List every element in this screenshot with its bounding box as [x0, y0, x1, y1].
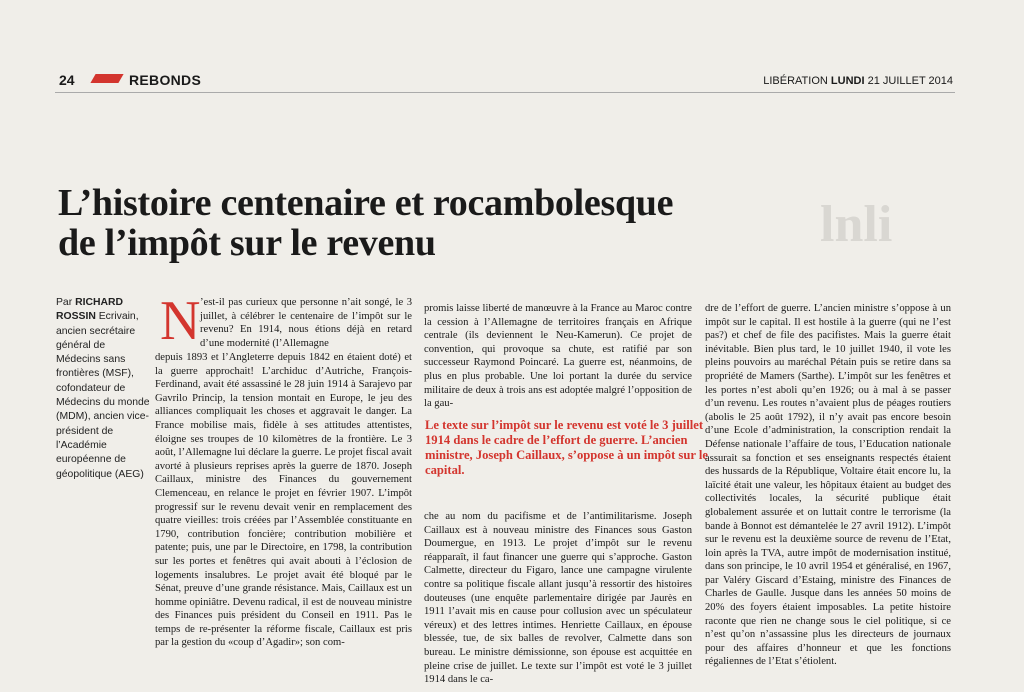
author-bio: Ecrivain, ancien secrétaire général de Médecins sans frontières (MSF), cofondateur de Médecins du monde (MDM), ancien vice-président de l’Académie européenne de géopolitique (AEG): [56, 311, 150, 480]
author-prefix: Par: [56, 297, 73, 308]
page-number: 24: [59, 72, 75, 88]
column-1-body: depuis 1893 et l’Angleterre depuis 1842 en étaient doté) et la guerre approchait! L’archiduc d’Autriche, François-Ferdinand, avait été assassiné le 28 juin 1914 à Sarajevo par Gavrilo Princip, la tension montait en Europe, le jeu des alliances compliquait les choses et aggravait le danger. La France mobilise mais, fidèle à ses attitudes attentistes, éloigne ses troupes de 10 kilomètres de la frontière. Le 3 août, l’Allemagne lui déclare la guerre. Le projet fiscal avait avorté à plusieurs reprises après la guerre de 1870. Joseph Caillaux, ministre des Finances du gouvernement Clemenceau, en relance le projet en février 1907. L’impôt progressif sur le revenu devait venir en remplacement des quatre vieilles: trois créées par l’Assemblée constituante en 1790, contribution foncière; contribution mobilière et patente; puis, une par le Directoire, en 1798, la contribution sur les portes et fenêtres qui avait abouti à l’éclosion de logements insalubres. Le projet avait été bloqué par le Sénat, preuve d’une grande résistance. Mais, Caillaux est un homme opiniâtre. Devenu radical, il est de nouveau ministre des Finances puis président du Conseil en 1911. Pas le temps de re-présenter la réforme fiscale, Caillaux est pris par la gestion du «coup d’Agadir»; son com-: [155, 352, 412, 649]
article-title: [58, 183, 838, 263]
section-logo-icon: [90, 74, 123, 83]
section-name: REBONDS: [129, 72, 202, 88]
column-2-bottom: che au nom du pacifisme et de l’antimilitarisme. Joseph Caillaux est à nouveau ministre des Finances sous Gaston Doumergue, en 1913. Le projet d’impôt sur le revenu réapparaît, il faut financer une guerre qui s’approche. Gaston Calmette, directeur du Figaro, lance une campagne virulente contre sa politique fiscale allant jusqu’à ressortir des histoires douteuses (une enquête parlementaire dirigée par Jaurès en 1911 l’avait mis en cause pour collusion avec un spéculateur véreux) et des lettres intimes. Henriette Caillaux, en épouse blessée, tue, de six balles de revolver, Calmette dans son bureau. Le ministre démissionne, son épouse est acquittée en pleine crise de juillet. Le texte sur l’impôt est voté le 3 juillet 1914 dans le ca-: [424, 511, 692, 686]
column-3: dre de l’effort de guerre. L’ancien ministre s’oppose à un impôt sur le capital. Il est hostile à la guerre (qui ne l’est pas?) et chef de file des pacifistes. Mais la guerre était inévitable. Bien plus tard, le 10 juillet 1940, il vote les pleins pouvoirs au maréchal Pétain puis se retire dans sa propriété de Mamers (Sarthe). L’impôt sur les fenêtres et les portes n’est aboli qu’en 1926; ou à mal à se passer d’un revenu. Les routes n’avaient plus de péages routiers (abolis le 25 août 1792), il n’y avait pas encore besoin d’une Ecole d’administration, la conscription rendait la Défense nationale l’affaire de tous, l’Education nationale assurait sa fonction et ses enseignants respectés étaient des hussards de la République, Voltaire était encore lu, la laïcité était une valeur, les hôpitaux étaient au budget des collectivités locales, la sécurité publique était globalement assurée et on luttait contre le terrorisme (la bande à Bonnot est démantelée le 27 avril 1912). L’impôt sur le revenu est la deuxième source de revenu de l’Etat, loin après la TVA, autre impôt de modernisation institué, dans son principe, le 10 avril 1954 et généralisé, en 1967, par Valéry Giscard d’Estaing, ministre des Finances de Charles de Gaulle. Jusque dans les années 50 moins de 20% des foyers étaient imposables. La petite histoire raconte que rien ne change sous le ciel politique, si ce n’est qu’on n’assassine plus les directeurs de journaux pour des affaires d’honneur et que les fonctions régaliennes de l’Etat s’étiolent.: [705, 303, 951, 668]
column-1-opening: ’est-il pas curieux que personne n’ait songé, le 3 juillet, à célébrer le centenaire de l’impôt sur le revenu? En 1914, nous étions déjà en retard d’une modernité (l’Allemagne: [200, 297, 412, 349]
author-name: RICHARD ROSSIN: [56, 297, 123, 323]
date-rest: 21 JUILLET 2014: [867, 75, 953, 87]
column-2-top: promis laisse liberté de manœuvre à la France au Maroc contre la cession à l’Allemagne de territoires français en Afrique centrale (ils deviennent le Neu-Kamerun). Ce projet de convention, qui provoque sa chute, est ratifié par son successeur Raymond Poincaré. La guerre est, néanmoins, de plus en plus probable. Une loi portant la durée du service militaire de deux à trois ans est adoptée malgré l’opposition de la gau-: [424, 303, 692, 410]
pull-quote: Le texte sur l’impôt sur le revenu est voté le 3 juillet 1914 dans le cadre de l’effort de guerre. L’ancien ministre, Joseph Caillaux, s’oppose à un impôt sur le capital.: [425, 418, 708, 477]
date-day: LUNDI: [830, 75, 865, 87]
drop-cap: N: [160, 290, 201, 352]
publication-name: LIBÉRATION: [763, 75, 828, 87]
page-header: [55, 66, 955, 93]
show-through-text: lnli: [820, 196, 893, 253]
title-line-2: de l’impôt sur le revenu: [58, 222, 436, 264]
title-line-1: L’histoire centenaire et rocambolesque: [58, 182, 674, 224]
publication-date: [763, 75, 953, 87]
author-box: [56, 296, 150, 482]
